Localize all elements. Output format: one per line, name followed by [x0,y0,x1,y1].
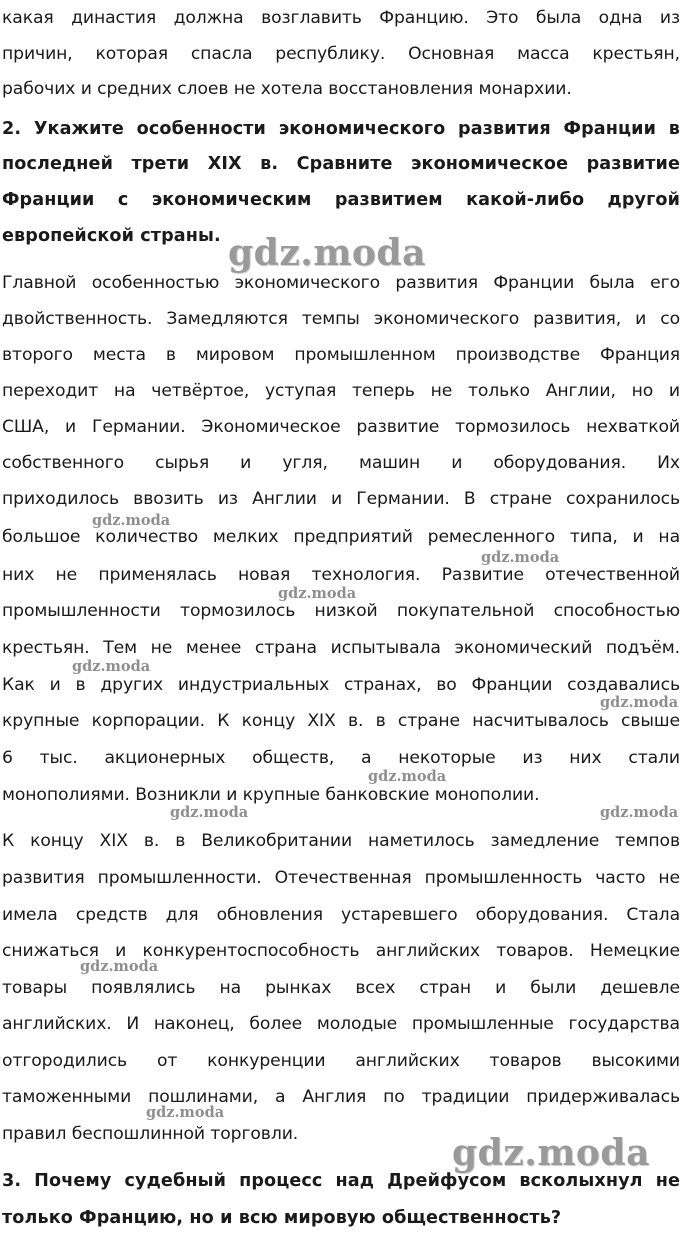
question-2-line: последней трети XIX в. Сравните экономическое развитие [2,154,680,174]
text-line: них не применялась новая технология. Развитие отечественной [2,565,680,585]
text-line: таможенными пошлинами, а Англия по традиции придерживалась [2,1087,680,1107]
text-line: переходит на четвёртое, уступая теперь не только Англии, но и [2,381,680,401]
text-line: крупные корпорации. К концу XIX в. в стране насчитывалось свыше [2,711,680,731]
watermark-logo: gdz.moda [228,232,426,274]
watermark-small: gdz.moda [600,694,679,711]
text-line: причин, которая спасла республику. Основная масса крестьян, [2,44,680,64]
text-line: 6 тыс. акционерных обществ, а некоторые из них стали [2,748,680,768]
question-2-line: 2. Укажите особенности экономического развития Франции в [2,119,680,139]
text-line: товары появлялись на рынках всех стран и были дешевле [2,978,680,998]
text-line: отгородились от конкуренции английских товаров высокими [2,1051,680,1071]
text-line: английских. И наконец, более молодые промышленные государства [2,1014,680,1034]
text-line: К концу XIX в. в Великобритании наметилось замедление темпов [2,831,680,851]
text-line: снижаться и конкурентоспособность английских товаров. Немецкие [2,941,680,961]
text-line: собственного сырья и угля, машин и оборудования. Их [2,453,680,473]
text-line: промышленности тормозилось низкой покупательной способностью [2,601,680,621]
watermark-small: gdz.moda [170,804,249,821]
text-line: монополиями. Возникли и крупные банковские монополии. [2,785,540,805]
watermark-small: gdz.moda [92,512,171,529]
question-3-line: только Францию, но и всю мировую общественность? [2,1208,562,1228]
watermark-small: gdz.moda [278,585,357,602]
watermark-small: gdz.moda [600,804,679,821]
text-line: рабочих и средних слоев не хотела восстановления монархии. [2,79,572,99]
question-2-line: европейской страны. [2,226,221,246]
watermark-small: gdz.moda [368,768,447,785]
watermark-small: gdz.moda [481,549,560,566]
text-line: Главной особенностью экономического развития Франции была его [2,273,680,293]
watermark-small: gdz.moda [72,658,151,675]
text-line: развития промышленности. Отечественная промышленность часто не [2,868,680,888]
text-line: двойственность. Замедляются темпы экономического развития, и со [2,309,680,329]
text-line: приходилось ввозить из Англии и Германии. В стране сохранилось [2,489,680,509]
question-3-line: 3. Почему судебный процесс над Дрейфусом всколыхнул не [2,1171,680,1191]
text-line: крестьян. Тем не менее страна испытывала экономический подъём. [2,638,680,658]
watermark-small: gdz.moda [146,1104,225,1121]
text-line: США, и Германии. Экономическое развитие тормозилось нехваткой [2,417,680,437]
text-line: большое количество мелких предприятий ремесленного типа, и на [2,527,680,547]
watermark-logo: gdz.moda [452,1132,650,1174]
text-line: второго места в мировом промышленном производстве Франция [2,345,680,365]
text-line: правил беспошлинной торговли. [2,1124,299,1144]
question-2-line: Франции с экономическим развитием какой-либо другой [2,190,680,210]
text-line: имела средств для обновления устаревшего оборудования. Стала [2,905,680,925]
watermark-small: gdz.moda [80,958,159,975]
text-line: Как и в других индустриальных странах, во Франции создавались [2,675,680,695]
text-line: какая династия должна возглавить Францию. Это была одна из [2,8,680,28]
